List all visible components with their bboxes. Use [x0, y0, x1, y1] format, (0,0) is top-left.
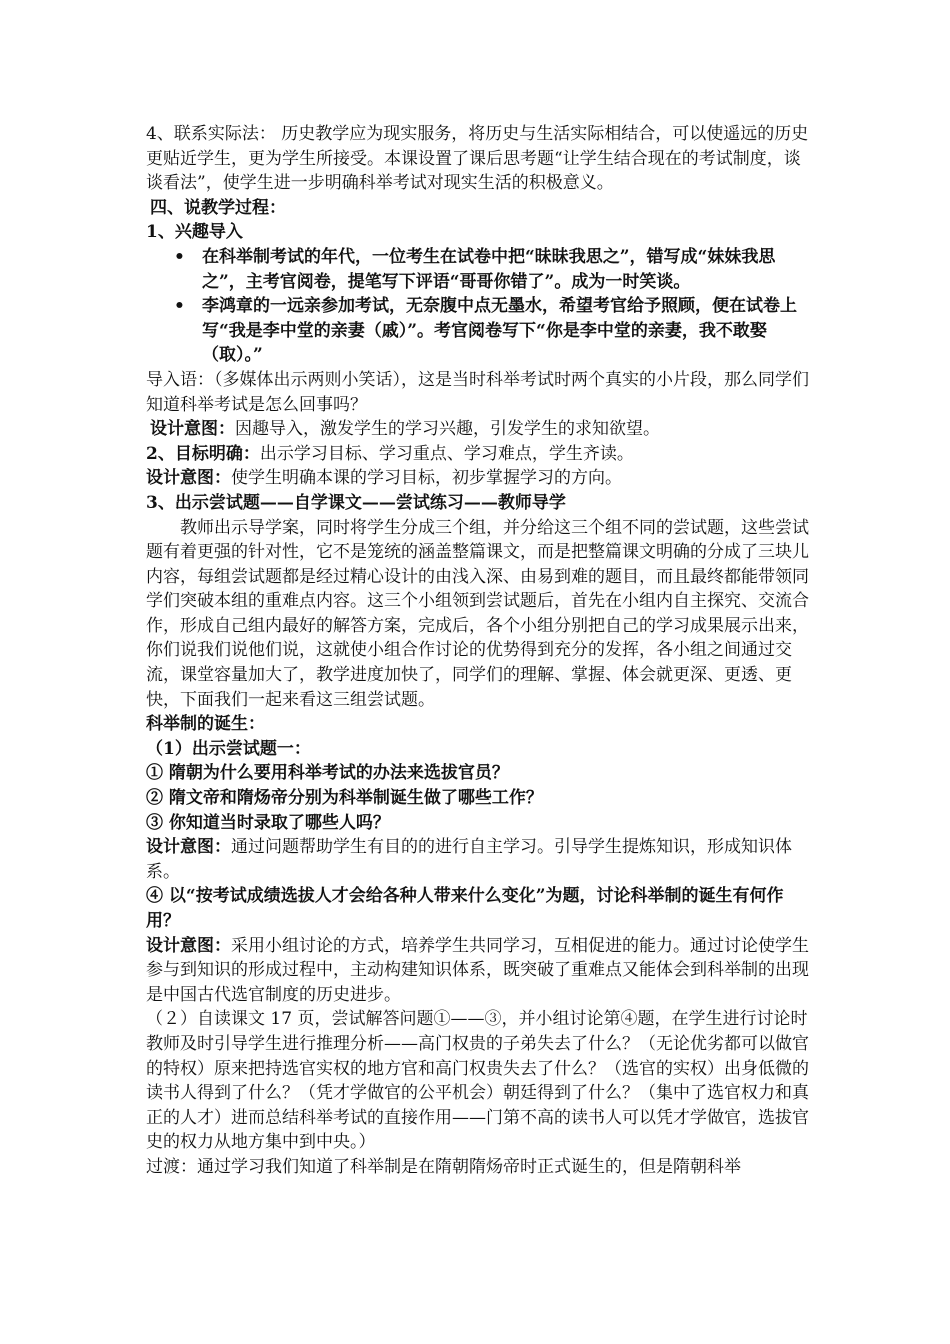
design-intent-label: 设计意图：: [146, 468, 231, 489]
design-intent-2: 设计意图：使学生明确本课的学习目标，初步掌握学习的方向。: [146, 468, 622, 489]
design-intent-4: 设计意图：采用小组讨论的方式，培养学生共同学习，互相促进的能力。通过讨论使学生参与到知识的形成过程中，主动构建知识体系，既突破了重难点又能体会到科举制的出现是中国古代选官制度的历史进步。: [146, 935, 809, 1005]
method-paragraph: 4、联系实际法： 历史教学应为现实服务，将历史与生活实际相结合，可以使遥远的历史更贴近学生，更为学生所接受。本课设置了课后思考题“让学生结合现在的考试制度，谈谈看法”，使学生进一步明确科举考试对现实生活的积极意义。: [146, 124, 809, 194]
transition-text: 过渡：通过学习我们知道了科举制是在隋朝隋炀帝时正式诞生的，但是隋朝科举: [146, 1156, 741, 1177]
heading-interest-intro: 1、兴趣导入: [146, 222, 243, 243]
heading-imperial-exam-birth: 科举制的诞生：: [146, 714, 265, 735]
question-1: ① 隋朝为什么要用科举考试的办法来选拔官员？: [146, 763, 509, 784]
intro-text: 导入语：（多媒体出示两则小笑话），这是当时科举考试时两个真实的小片段，那么同学们知道科举考试是怎么回事吗？: [146, 369, 809, 415]
question-4: ④ 以“按考试成绩选拔人才会给各种人带来什么变化”为题，讨论科举制的诞生有何作用？: [146, 886, 784, 931]
anecdote-list: [146, 245, 810, 368]
design-intent-label: 设计意图：: [150, 419, 235, 440]
design-intent-1: 设计意图：因趣导入，激发学生的学习兴趣，引发学生的求知欲望。: [150, 419, 660, 440]
anecdote-item: • 李鸿章的一远亲参加考试，无奈腹中点无墨水，希望考官给予照顾，便在试卷上写“我是李中堂的亲妻（戚）”。考官阅卷写下“你是李中堂的亲妻，我不敢娶（取）。”: [174, 296, 797, 366]
document-body: [146, 122, 810, 1180]
self-reading-paragraph: （２）自读课文 17 页，尝试解答问题①——③，并小组讨论第④题，在学生进行讨论时教师及时引导学生进行推理分析——高门权贵的子弟失去了什么？（无论优劣都可以做官的特权）原来把持选官实权的地方官和高门权贵失去了什么？（选官的实权）出身低微的读书人得到了什么？（凭才学做官的公平机会）朝廷得到了什么？（集中了选官权力和真正的人才）进而总结科举考试的直接作用——门第不高的读书人可以凭才学做官，选拔官史的权力从地方集中到中央。）: [146, 1009, 809, 1153]
heading-step-3: 3、出示尝试题——自学课文——尝试练习——教师导学: [146, 492, 566, 513]
teacher-guide-paragraph: 教师出示导学案，同时将学生分成三个组，并分给这三个组不同的尝试题，这些尝试题有着更强的针对性，它不是笼统的涵盖整篇课文，而是把整篇课文明确的分成了三块儿内容，每组尝试题都是经过精心设计的由浅入深、由易到难的题目，而且最终都能带领同学们突破本组的重难点内容。这三个小组领到尝试题后，首先在小组内自主探究、交流合作，形成自己组内最好的解答方案，完成后，各个小组分别把自己的学习成果展示出来，你们说我们说他们说，这就使小组合作讨论的优势得到充分的发挥，各小组之间通过交流，课堂容量加大了，教学进度加快了，同学们的理解、掌握、体会就更深、更透、更快，下面我们一起来看这三组尝试题。: [146, 517, 809, 710]
anecdote-item: • 在科举制考试的年代，一位考生在试卷中把“昧昧我思之”，错写成“妹妹我思之”，主考官阅卷，提笔写下评语“哥哥你错了”。成为一时笑谈。: [174, 246, 776, 292]
design-intent-3: 设计意图：通过问题帮助学生有目的的进行自主学习。引导学生提炼知识，形成知识体系。: [146, 837, 792, 882]
bullet-icon: •: [174, 296, 185, 317]
goal-label: 2、目标明确：: [146, 443, 260, 464]
section-heading-teaching-process: 四、说教学过程：: [150, 197, 286, 218]
design-intent-label: 设计意图：: [146, 935, 231, 956]
bullet-icon: •: [174, 246, 185, 267]
question-set-heading: （1）出示尝试题一：: [146, 738, 311, 759]
question-2: ② 隋文帝和隋炀帝分别为科举制诞生做了哪些工作？: [146, 788, 543, 809]
question-3: ③ 你知道当时录取了哪些人吗？: [146, 812, 390, 833]
goal-clarify: 2、目标明确：出示学习目标、学习重点、学习难点，学生齐读。: [146, 443, 634, 464]
design-intent-label: 设计意图：: [146, 837, 231, 858]
